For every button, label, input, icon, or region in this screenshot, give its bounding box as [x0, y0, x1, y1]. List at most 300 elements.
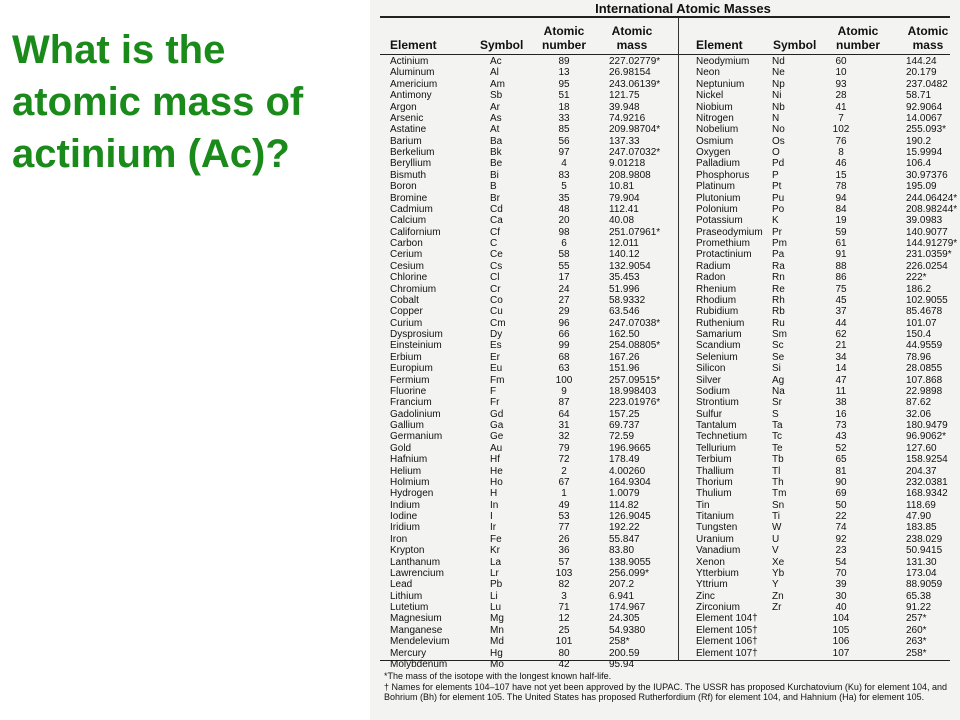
atomic-number: 3 [561, 590, 567, 602]
atomic-mass: 106.4 [906, 158, 932, 170]
atomic-number: 48 [558, 203, 570, 215]
atomic-mass: 164.9304 [609, 476, 651, 488]
table-row [696, 272, 958, 283]
atomic-mass: 22.9898 [906, 385, 943, 397]
table-row [696, 102, 958, 113]
element-name: Phosphorus [696, 169, 750, 181]
atomic-number: 15 [835, 169, 847, 181]
element-name: Neon [696, 67, 720, 79]
atomic-number: 24 [558, 283, 570, 295]
atomic-mass: 58.71 [906, 90, 932, 102]
atomic-mass: 47.90 [906, 511, 932, 522]
atomic-mass: 173.04 [906, 567, 937, 579]
atomic-number: 99 [558, 340, 570, 352]
atomic-number: 50 [835, 499, 847, 511]
atomic-number: 26 [558, 533, 570, 545]
atomic-mass: 92.9064 [906, 101, 943, 113]
element-symbol: Ir [490, 522, 497, 534]
element-symbol: W [772, 522, 782, 534]
table-row [696, 261, 958, 272]
table-row [390, 409, 675, 420]
right-header-mass-line1: Atomic [907, 24, 949, 38]
atomic-mass: 121.75 [609, 90, 640, 102]
element-symbol: Pb [490, 579, 503, 591]
atomic-number: 57 [558, 556, 570, 568]
element-name: Radium [696, 260, 731, 272]
atomic-mass: 96.9062* [906, 431, 947, 443]
element-name: Mendelevium [390, 636, 450, 648]
table-row [696, 352, 958, 363]
atomic-mass: 190.2 [906, 135, 932, 147]
table-row [696, 648, 958, 659]
element-symbol: P [772, 169, 779, 181]
element-name: Gadolinium [390, 408, 441, 420]
element-symbol: Na [772, 385, 785, 397]
table-row [696, 477, 958, 488]
element-name: Berkelium [390, 147, 435, 158]
atomic-number: 18 [558, 101, 570, 113]
table-row [696, 534, 958, 545]
table-row [696, 249, 958, 260]
atomic-mass: 243.06139* [609, 78, 661, 90]
atomic-number: 27 [558, 294, 570, 306]
right-column-rows [696, 56, 958, 659]
atomic-number: 61 [835, 238, 847, 249]
table-row [390, 329, 675, 340]
table-row [390, 591, 675, 602]
table-row [696, 625, 958, 636]
element-symbol: Se [772, 351, 785, 363]
left-header-mass-line1: Atomic [611, 24, 653, 38]
element-name: Calcium [390, 215, 427, 227]
table-row [390, 284, 675, 295]
element-name: Lithium [390, 590, 423, 602]
element-symbol: Co [490, 294, 503, 306]
element-name: Boron [390, 181, 417, 193]
atomic-number: 23 [835, 545, 847, 557]
table-row [696, 306, 958, 317]
atomic-mass: 140.12 [609, 249, 640, 261]
atomic-number: 74 [835, 522, 847, 534]
atomic-number: 64 [558, 408, 570, 420]
atomic-number: 20 [558, 215, 570, 227]
element-name: Sulfur [696, 408, 723, 420]
atomic-mass: 151.96 [609, 363, 640, 375]
right-header-element: Element [696, 38, 743, 52]
element-symbol: Ne [772, 67, 785, 79]
atomic-mass: 32.06 [906, 408, 932, 420]
table-row [696, 522, 958, 533]
table-row [390, 659, 675, 670]
atomic-number: 49 [558, 499, 570, 511]
table-row [696, 79, 958, 90]
atomic-mass: 65.38 [906, 590, 932, 602]
header-rule [380, 54, 950, 55]
element-symbol: Bi [490, 169, 499, 181]
element-symbol: N [772, 112, 780, 124]
table-row [390, 534, 675, 545]
element-name: Cobalt [390, 294, 419, 306]
element-name: Radon [696, 272, 726, 284]
element-symbol: Cm [490, 317, 506, 329]
atomic-number: 86 [835, 272, 847, 284]
table-row [390, 249, 675, 260]
table-row [390, 636, 675, 647]
table-row [390, 67, 675, 78]
element-symbol: Be [490, 158, 503, 170]
atomic-number: 94 [835, 192, 847, 204]
atomic-mass: 126.9045 [609, 511, 651, 522]
table-row [696, 409, 958, 420]
element-symbol: Te [772, 442, 783, 454]
atomic-mass: 39.948 [609, 101, 640, 113]
element-name: Aluminum [390, 67, 435, 79]
atomic-number: 46 [835, 158, 847, 170]
table-row [696, 568, 958, 579]
atomic-mass: 12.011 [609, 238, 639, 249]
element-symbol: O [772, 147, 780, 158]
atomic-number: 5 [561, 181, 567, 193]
atomic-mass: 51.996 [609, 283, 640, 295]
atomic-number: 95 [558, 78, 570, 90]
element-name: Erbium [390, 351, 422, 363]
table-row [696, 193, 958, 204]
atomic-mass: 112.41 [609, 203, 639, 215]
element-name: Helium [390, 465, 422, 477]
atomic-number: 13 [558, 67, 570, 79]
atomic-mass: 258* [906, 647, 927, 659]
left-header-element: Element [390, 38, 437, 52]
element-name: Titanium [696, 511, 734, 522]
atomic-mass: 15.9994 [906, 147, 943, 158]
table-row [390, 215, 675, 226]
atomic-mass: 6.941 [609, 590, 635, 602]
atomic-number: 87 [558, 397, 570, 409]
atomic-mass: 30.97376 [906, 169, 948, 181]
right-header-number-line2: number [835, 38, 880, 52]
element-name: Chromium [390, 283, 437, 295]
element-symbol: Ti [772, 511, 780, 522]
element-name: Krypton [390, 545, 425, 557]
element-symbol: Sc [772, 340, 784, 352]
table-row [390, 318, 675, 329]
atomic-mass: 50.9415 [906, 545, 943, 557]
table-row [390, 102, 675, 113]
atomic-number: 81 [835, 465, 847, 477]
element-symbol: Rh [772, 294, 785, 306]
atomic-number: 91 [835, 249, 847, 261]
atomic-mass: 227.02779* [609, 56, 661, 67]
element-symbol: Lu [490, 602, 502, 613]
element-name: Lawrencium [390, 567, 444, 579]
element-symbol: V [772, 545, 779, 557]
atomic-mass: 251.07961* [609, 226, 661, 238]
atomic-mass-table-scan [370, 0, 960, 720]
element-name: Arsenic [390, 112, 424, 124]
element-symbol: Os [772, 135, 785, 147]
element-symbol: Pa [772, 249, 785, 261]
table-row [696, 397, 958, 408]
atomic-mass: 40.08 [609, 215, 635, 227]
footnote-asterisk: *The mass of the isotope with the longest known half-life. [384, 671, 612, 681]
element-name: Oxygen [696, 147, 731, 158]
atomic-mass: 247.07038* [609, 317, 661, 329]
element-symbol: Fm [490, 374, 505, 386]
element-symbol: Y [772, 579, 779, 591]
element-name: Samarium [696, 329, 742, 340]
table-row [390, 522, 675, 533]
atomic-number: 28 [835, 90, 847, 102]
atomic-number: 25 [558, 624, 570, 636]
table-row [390, 579, 675, 590]
element-name: Tellurium [696, 442, 737, 454]
atomic-mass: 186.2 [906, 283, 932, 295]
element-symbol: U [772, 533, 780, 545]
element-name: Astatine [390, 124, 427, 136]
element-name: Chlorine [390, 272, 428, 284]
atomic-mass: 247.07032* [609, 147, 661, 158]
element-symbol: H [490, 488, 498, 500]
atomic-mass: 69.737 [609, 420, 640, 431]
element-name: Technetium [696, 431, 748, 443]
element-symbol: Fe [490, 533, 502, 545]
element-symbol: Cs [490, 260, 503, 272]
atomic-mass: 231.0359* [906, 249, 952, 261]
atomic-mass: 74.9216 [609, 112, 646, 124]
atomic-number: 66 [558, 329, 570, 340]
element-name: Nitrogen [696, 112, 734, 124]
atomic-mass: 39.0983 [906, 215, 943, 227]
atomic-mass: 24.305 [609, 613, 640, 625]
element-symbol: Mo [490, 658, 504, 670]
table-row [390, 170, 675, 181]
element-symbol: Sn [772, 499, 785, 511]
atomic-mass: 87.62 [906, 397, 932, 409]
element-name: Argon [390, 101, 417, 113]
atomic-mass: 195.09 [906, 181, 937, 193]
element-symbol: Tc [772, 431, 782, 443]
table-row [390, 648, 675, 659]
atomic-mass: 26.98154 [609, 67, 651, 79]
element-symbol: Yb [772, 567, 785, 579]
left-header-mass-line2: mass [616, 38, 648, 52]
element-symbol: Pu [772, 192, 785, 204]
element-symbol: Ce [490, 249, 503, 261]
element-name: Osmium [696, 135, 734, 147]
element-symbol: Bk [490, 147, 502, 158]
element-name: Iron [390, 533, 408, 545]
atomic-number: 62 [835, 329, 847, 340]
atomic-mass: 238.029 [906, 533, 943, 545]
atomic-mass: 158.9254 [906, 454, 948, 466]
element-symbol: Nb [772, 101, 785, 113]
table-row [696, 67, 958, 78]
table-row [696, 204, 958, 215]
table-row [390, 545, 675, 556]
element-symbol: Re [772, 283, 785, 295]
atomic-mass: 20.179 [906, 67, 937, 79]
table-row [390, 488, 675, 499]
element-name: Plutonium [696, 192, 741, 204]
element-symbol: Zr [772, 602, 782, 613]
element-name: Cesium [390, 260, 424, 272]
element-symbol: Ac [490, 56, 502, 67]
element-name: Promethium [696, 238, 750, 249]
table-row [696, 557, 958, 568]
element-name: Fermium [390, 374, 430, 386]
table-row [390, 420, 675, 431]
element-name: Element 104† [696, 613, 758, 625]
table-row [696, 488, 958, 499]
atomic-mass: 1.0079 [609, 488, 640, 500]
element-symbol: Sr [772, 397, 782, 409]
table-row [390, 56, 675, 67]
element-name: Lead [390, 579, 413, 591]
table-row [390, 272, 675, 283]
table-row [696, 613, 958, 624]
table-row [390, 193, 675, 204]
atomic-mass: 18.998403 [609, 385, 657, 397]
atomic-number: 17 [558, 272, 570, 284]
element-symbol: B [490, 181, 497, 193]
atomic-mass: 167.26 [609, 351, 640, 363]
atomic-number: 105 [832, 624, 850, 636]
element-name: Rubidium [696, 306, 739, 318]
atomic-number: 73 [835, 420, 847, 431]
element-name: Californium [390, 226, 441, 238]
element-name: Ruthenium [696, 317, 745, 329]
table-row [390, 352, 675, 363]
atomic-mass: 102.9055 [906, 294, 948, 306]
table-row [696, 602, 958, 613]
table-row [390, 568, 675, 579]
table-row [696, 113, 958, 124]
table-row [696, 284, 958, 295]
footnotes [384, 671, 958, 703]
element-name: Molybdenum [390, 658, 448, 670]
atomic-number: 100 [555, 374, 573, 386]
atomic-mass: 9.01218 [609, 158, 646, 170]
atomic-number: 83 [558, 169, 570, 181]
atomic-number: 70 [835, 567, 847, 579]
element-name: Antimony [390, 90, 432, 102]
atomic-mass: 208.9808 [609, 169, 651, 181]
element-name: Lanthanum [390, 556, 441, 568]
atomic-mass: 58.9332 [609, 294, 646, 306]
element-symbol: Ni [772, 90, 782, 102]
atomic-number: 45 [835, 294, 847, 306]
table-row [390, 454, 675, 465]
table-row [696, 420, 958, 431]
element-name: Einsteinium [390, 340, 442, 352]
atomic-mass: 237.0482 [906, 78, 948, 90]
element-name: Hydrogen [390, 488, 434, 500]
atomic-number: 106 [832, 636, 850, 648]
element-name: Palladium [696, 158, 740, 170]
atomic-mass: 137.33 [609, 135, 640, 147]
table-row [390, 113, 675, 124]
atomic-mass: 168.9342 [906, 488, 948, 500]
element-name: Dysprosium [390, 329, 443, 340]
atomic-number: 97 [558, 147, 570, 158]
atomic-mass: 44.9559 [906, 340, 943, 352]
element-name: Francium [390, 397, 432, 409]
table-row [390, 261, 675, 272]
table-row [390, 477, 675, 488]
atomic-mass: 157.25 [609, 408, 640, 420]
element-symbol: Rb [772, 306, 785, 318]
atomic-number: 88 [835, 260, 847, 272]
table-row [696, 454, 958, 465]
atomic-mass: 131.30 [906, 556, 937, 568]
table-row [390, 340, 675, 351]
table-row [390, 466, 675, 477]
atomic-mass: 162.50 [609, 329, 640, 340]
element-symbol: C [490, 238, 498, 249]
atomic-number: 79 [558, 442, 570, 454]
atomic-mass: 14.0067 [906, 112, 943, 124]
element-symbol: Ga [490, 420, 504, 431]
atomic-mass: 85.4678 [906, 306, 943, 318]
element-name: Silver [696, 374, 722, 386]
atomic-number: 7 [838, 112, 844, 124]
element-symbol: Po [772, 203, 785, 215]
element-name: Element 107† [696, 647, 758, 659]
atomic-number: 75 [835, 283, 847, 295]
table-row [696, 579, 958, 590]
element-symbol: Dy [490, 329, 503, 340]
table-row [696, 158, 958, 169]
element-symbol: Pd [772, 158, 785, 170]
element-name: Selenium [696, 351, 738, 363]
element-name: Zirconium [696, 602, 740, 613]
element-symbol: Er [490, 351, 500, 363]
atomic-mass: 78.96 [906, 351, 932, 363]
atomic-number: 69 [835, 488, 847, 500]
element-name: Zinc [696, 590, 715, 602]
atomic-number: 29 [558, 306, 570, 318]
table-row [696, 238, 958, 249]
left-header-number-line1: Atomic [543, 24, 585, 38]
atomic-mass: 91.22 [906, 602, 932, 613]
element-symbol: Eu [490, 363, 503, 375]
atomic-mass: 207.2 [609, 579, 635, 591]
element-name: Ytterbium [696, 567, 739, 579]
element-name: Carbon [390, 238, 423, 249]
atomic-mass: 132.9054 [609, 260, 651, 272]
element-name: Nobelium [696, 124, 739, 136]
table-row [390, 625, 675, 636]
atomic-number: 93 [835, 78, 847, 90]
element-name: Tantalum [696, 420, 737, 431]
element-name: Platinum [696, 181, 735, 193]
table-row [390, 375, 675, 386]
element-symbol: Pr [772, 226, 782, 238]
atomic-mass: 200.59 [609, 647, 640, 659]
atomic-mass: 226.0254 [906, 260, 948, 272]
left-header-number-line2: number [541, 38, 586, 52]
element-symbol: Rn [772, 272, 785, 284]
element-symbol: Mg [490, 613, 504, 625]
atomic-number: 16 [835, 408, 847, 420]
element-symbol: Al [490, 67, 499, 79]
element-symbol: I [490, 511, 493, 522]
table-row [696, 318, 958, 329]
atomic-number: 51 [558, 90, 570, 102]
element-symbol: Xe [772, 556, 785, 568]
atomic-mass: 107.868 [906, 374, 943, 386]
table-row [696, 443, 958, 454]
